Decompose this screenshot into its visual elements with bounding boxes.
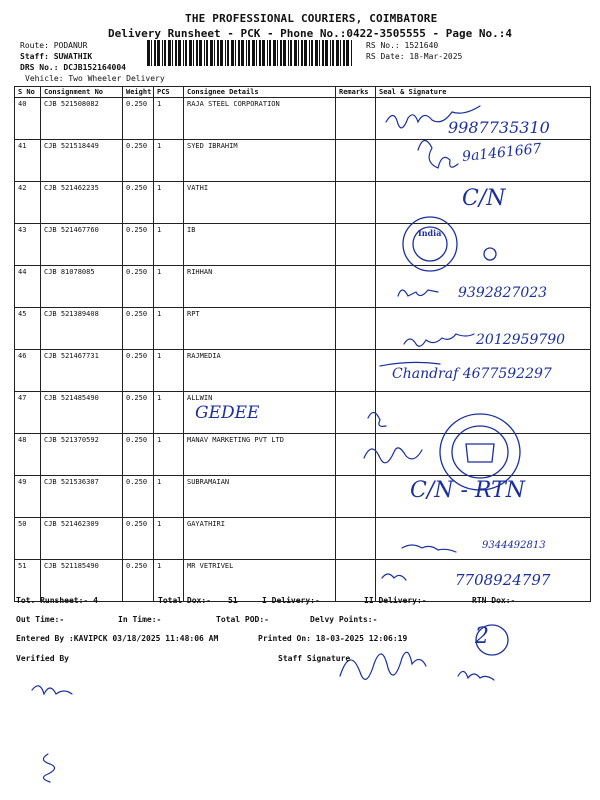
seal-stamp-48-inner <box>452 426 508 478</box>
handwritten-cn-42: C/N <box>462 186 506 211</box>
pcs-cell: 1 <box>154 182 184 224</box>
consignment-cell: CJB 521462309 <box>41 518 123 560</box>
col-consignment: Consignment No <box>41 87 123 98</box>
sno-cell: 49 <box>15 476 41 518</box>
consignee-cell: RIHHAN <box>184 266 336 308</box>
weight-cell: 0.250 <box>123 224 154 266</box>
signature-46 <box>404 334 474 346</box>
col-pcs: PCS <box>154 87 184 98</box>
in-time: In Time:- <box>118 615 162 624</box>
handwritten-phone-44: 9392827023 <box>458 285 548 301</box>
i-delivery: I Delivery:- <box>262 596 320 605</box>
handwritten-gedee: GEDEE <box>195 403 260 423</box>
consignee-cell: SUBRAMAIAN <box>184 476 336 518</box>
handwritten-mark: 2 <box>475 624 489 649</box>
signature-41 <box>418 140 458 168</box>
weight-cell: 0.250 <box>123 308 154 350</box>
consignee-cell: RAJA STEEL CORPORATION <box>184 98 336 140</box>
weight-cell: 0.250 <box>123 476 154 518</box>
consignee-cell: GAYATHIRI <box>184 518 336 560</box>
ii-delivery: II Delivery:- <box>364 596 427 605</box>
sno-cell: 43 <box>15 224 41 266</box>
printed-on: Printed On: 18-03-2025 12:06:19 <box>258 634 408 643</box>
route: Route: PODANUR <box>20 41 88 50</box>
staff-mark <box>458 671 494 680</box>
col-consignee: Consignee Details <box>184 87 336 98</box>
handwritten-cn-rtn: C/N - RTN <box>410 478 526 503</box>
pcs-cell: 1 <box>154 98 184 140</box>
signature-47 <box>368 412 386 426</box>
weight-cell: 0.250 <box>123 182 154 224</box>
rtn-dox: RTN Dox:- <box>472 596 516 605</box>
consignment-cell: CJB 521518449 <box>41 140 123 182</box>
pcs-cell: 1 <box>154 308 184 350</box>
sno-cell: 42 <box>15 182 41 224</box>
pcs-cell: 1 <box>154 434 184 476</box>
consignment-cell: CJB 521185490 <box>41 560 123 602</box>
pcs-cell: 1 <box>154 224 184 266</box>
seal-mark-43 <box>484 248 496 260</box>
vehicle: Vehicle: Two Wheeler Delivery <box>25 74 165 83</box>
consignee-cell: IB <box>184 224 336 266</box>
weight-cell: 0.250 <box>123 350 154 392</box>
consignment-cell: CJB 521462235 <box>41 182 123 224</box>
pcs-cell: 1 <box>154 560 184 602</box>
pcs-cell: 1 <box>154 140 184 182</box>
entered-by: Entered By :KAVIPCK 03/18/2025 11:48:06 AM <box>16 634 219 643</box>
col-signature: Seal & Signature <box>376 87 591 98</box>
handwritten-phone-40: 9987735310 <box>448 118 550 137</box>
pcs-cell: 1 <box>154 476 184 518</box>
consignment-cell: CJB 81078085 <box>41 266 123 308</box>
total-dox-value: 51 <box>228 596 238 605</box>
consignee-cell: RPT <box>184 308 336 350</box>
pcs-cell: 1 <box>154 350 184 392</box>
weight-cell: 0.250 <box>123 98 154 140</box>
signature-48 <box>364 448 422 463</box>
sno-cell: 47 <box>15 392 41 434</box>
sno-cell: 41 <box>15 140 41 182</box>
verifier-signature <box>32 686 72 694</box>
total-pod: Total POD:- <box>216 615 269 624</box>
sno-cell: 51 <box>15 560 41 602</box>
corner-scribble <box>43 754 54 782</box>
stamp-text: India <box>418 228 442 238</box>
pcs-cell: 1 <box>154 518 184 560</box>
signature-40 <box>386 106 480 128</box>
staff: Staff: SUWATHIK <box>20 52 93 61</box>
pcs-cell: 1 <box>154 266 184 308</box>
out-time: Out Time:- <box>16 615 65 624</box>
weight-cell: 0.250 <box>123 140 154 182</box>
seal-stamp-48-box <box>466 444 494 462</box>
delvy-points: Delvy Points:- <box>310 615 378 624</box>
consignee-cell: VATHI <box>184 182 336 224</box>
consignment-cell: CJB 521485490 <box>41 392 123 434</box>
sno-cell: 40 <box>15 98 41 140</box>
handwritten-phone-51b: 7708924797 <box>455 571 551 589</box>
total-dox-label: Total Dox:- <box>158 596 211 605</box>
handwritten-phone-41: 9a1461667 <box>461 140 543 166</box>
col-weight: Weight <box>123 87 154 98</box>
handwritten-note-47: Chandraf 4677592297 <box>392 366 552 382</box>
consignment-cell: CJB 521467760 <box>41 224 123 266</box>
consignment-cell: CJB 521389408 <box>41 308 123 350</box>
consignee-cell: RAJMEDIA <box>184 350 336 392</box>
rs-date: RS Date: 18-Mar-2025 <box>366 52 463 61</box>
consignment-cell: CJB 521508082 <box>41 98 123 140</box>
verified-by: Verified By <box>16 654 69 663</box>
rs-number: RS No.: 1521640 <box>366 41 439 50</box>
consignee-cell: MR VETRIVEL <box>184 560 336 602</box>
col-remarks: Remarks <box>336 87 376 98</box>
handwritten-phone-51a: 9344492813 <box>482 540 546 551</box>
runsheet-subtitle: Delivery Runsheet - PCK - Phone No.:0422-3505555 - Page No.:4 <box>108 27 512 40</box>
signature-51 <box>402 545 456 552</box>
sno-cell: 50 <box>15 518 41 560</box>
weight-cell: 0.250 <box>123 434 154 476</box>
consignee-cell: ALLWIN <box>184 392 336 434</box>
drs-number: DRS No.: DCJB152164004 <box>20 63 126 72</box>
consignment-cell: CJB 521370592 <box>41 434 123 476</box>
consignee-cell: MANAV MARKETING PVT LTD <box>184 434 336 476</box>
pcs-cell: 1 <box>154 392 184 434</box>
staff-signature-scribble <box>340 652 426 679</box>
seal-stamp-43 <box>403 217 457 271</box>
sno-cell: 46 <box>15 350 41 392</box>
staff-signature: Staff Signature <box>278 654 351 663</box>
tot-runsheet: Tot. Runsheet:- 4 <box>16 596 98 605</box>
col-sno: S No <box>15 87 41 98</box>
document-title: THE PROFESSIONAL COURIERS, COIMBATORE <box>185 12 438 25</box>
sno-cell: 44 <box>15 266 41 308</box>
signature-51b <box>382 574 406 580</box>
weight-cell: 0.250 <box>123 392 154 434</box>
weight-cell: 0.250 <box>123 560 154 602</box>
sno-cell: 45 <box>15 308 41 350</box>
signature-44 <box>398 290 438 296</box>
circled-2 <box>476 625 508 655</box>
consignment-cell: CJB 521467731 <box>41 350 123 392</box>
handwritten-phone-46: 2012959790 <box>476 332 566 348</box>
weight-cell: 0.250 <box>123 518 154 560</box>
signature-45 <box>380 362 440 366</box>
sno-cell: 48 <box>15 434 41 476</box>
weight-cell: 0.250 <box>123 266 154 308</box>
consignee-cell: SYED IBRAHIM <box>184 140 336 182</box>
consignment-cell: CJB 521536307 <box>41 476 123 518</box>
